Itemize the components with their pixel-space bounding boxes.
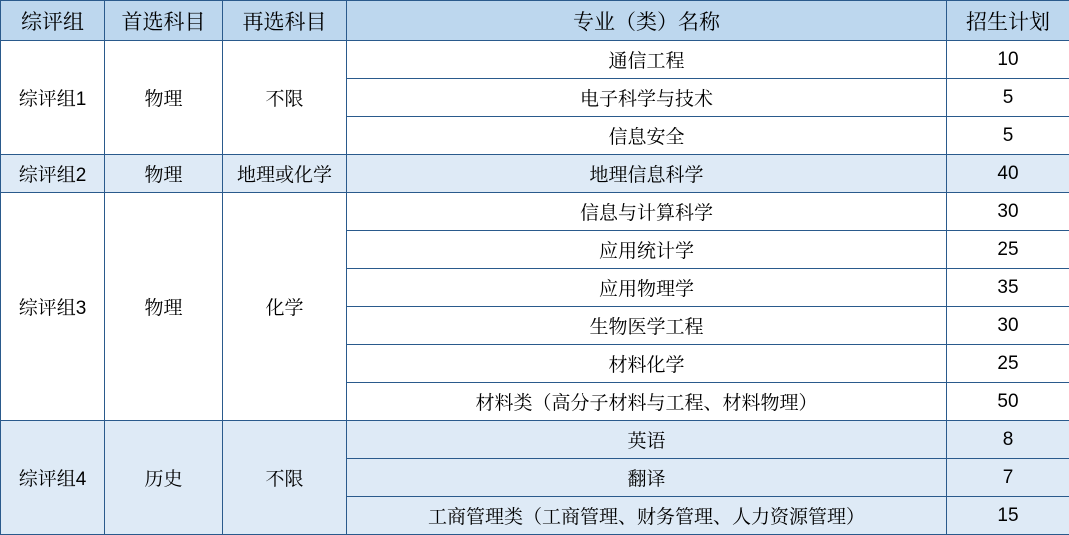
major-name-cell: 工商管理类（工商管理、财务管理、人力资源管理） — [347, 497, 947, 535]
first-subject-cell: 物理 — [105, 155, 223, 193]
group-cell: 综评组1 — [1, 41, 105, 155]
group-cell: 综评组4 — [1, 421, 105, 535]
major-name-cell: 通信工程 — [347, 41, 947, 79]
header-group: 综评组 — [1, 1, 105, 41]
major-name-cell: 信息与计算科学 — [347, 193, 947, 231]
table-row — [1, 421, 1069, 459]
plan-count-cell: 15 — [947, 497, 1069, 535]
major-name-cell: 翻译 — [347, 459, 947, 497]
major-name-cell: 生物医学工程 — [347, 307, 947, 345]
plan-count-cell: 5 — [947, 117, 1069, 155]
plan-count-cell: 8 — [947, 421, 1069, 459]
second-subject-cell: 地理或化学 — [223, 155, 347, 193]
header-second-subject: 再选科目 — [223, 1, 347, 41]
major-name-cell: 英语 — [347, 421, 947, 459]
header-major-name: 专业（类）名称 — [347, 1, 947, 41]
plan-count-cell: 25 — [947, 231, 1069, 269]
plan-count-cell: 10 — [947, 41, 1069, 79]
table-header — [1, 1, 1069, 41]
major-name-cell: 信息安全 — [347, 117, 947, 155]
table-row — [1, 155, 1069, 193]
plan-count-cell: 50 — [947, 383, 1069, 421]
table-row — [1, 41, 1069, 79]
group-cell: 综评组2 — [1, 155, 105, 193]
plan-count-cell: 40 — [947, 155, 1069, 193]
table-body — [1, 41, 1069, 535]
major-name-cell: 电子科学与技术 — [347, 79, 947, 117]
major-name-cell: 材料化学 — [347, 345, 947, 383]
header-plan: 招生计划 — [947, 1, 1069, 41]
plan-count-cell: 5 — [947, 79, 1069, 117]
first-subject-cell: 历史 — [105, 421, 223, 535]
first-subject-cell: 物理 — [105, 41, 223, 155]
header-first-subject: 首选科目 — [105, 1, 223, 41]
first-subject-cell: 物理 — [105, 193, 223, 421]
second-subject-cell: 不限 — [223, 41, 347, 155]
major-name-cell: 材料类（高分子材料与工程、材料物理） — [347, 383, 947, 421]
major-name-cell: 应用统计学 — [347, 231, 947, 269]
second-subject-cell: 不限 — [223, 421, 347, 535]
plan-count-cell: 35 — [947, 269, 1069, 307]
major-name-cell: 应用物理学 — [347, 269, 947, 307]
plan-count-cell: 30 — [947, 193, 1069, 231]
plan-count-cell: 7 — [947, 459, 1069, 497]
second-subject-cell: 化学 — [223, 193, 347, 421]
plan-count-cell: 30 — [947, 307, 1069, 345]
header-row — [1, 1, 1069, 41]
plan-count-cell: 25 — [947, 345, 1069, 383]
major-name-cell: 地理信息科学 — [347, 155, 947, 193]
group-cell: 综评组3 — [1, 193, 105, 421]
table-row — [1, 193, 1069, 231]
